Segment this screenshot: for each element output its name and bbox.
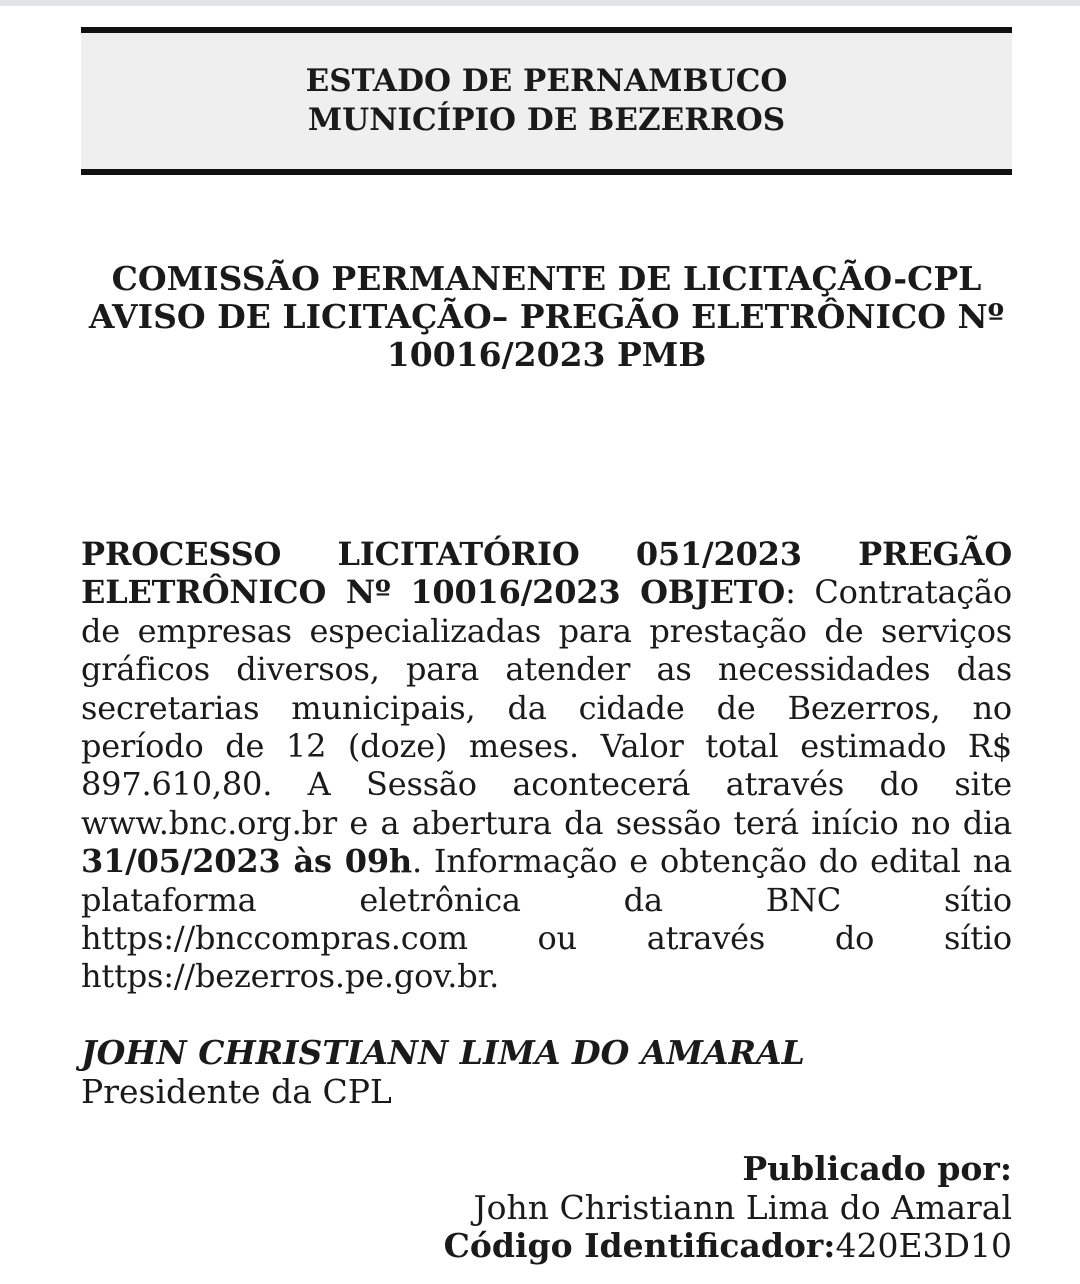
title-line-2: AVISO DE LICITAÇÃO– PREGÃO ELETRÔNICO Nº <box>88 297 1005 336</box>
signer-role: Presidente da CPL <box>81 1072 392 1111</box>
publication-info <box>81 1150 1012 1266</box>
title-line-3: 10016/2023 PMB <box>386 335 707 374</box>
published-by-label: Publicado por: <box>742 1149 1012 1188</box>
identifier-code <box>81 1227 1012 1266</box>
document-header <box>81 27 1012 175</box>
signer-name: JOHN CHRISTIANN LIMA DO AMARAL <box>81 1033 805 1072</box>
notice-body <box>81 535 1012 996</box>
state-name: ESTADO DE PERNAMBUCO <box>305 63 788 99</box>
title-line-1: COMISSÃO PERMANENTE DE LICITAÇÃO-CPL <box>111 259 982 298</box>
identifier-code-value: 420E3D10 <box>835 1226 1012 1265</box>
municipality-name: MUNICÍPIO DE BEZERROS <box>307 102 786 138</box>
process-reference: PROCESSO LICITATÓRIO 051/2023 PREGÃO ELETRÔNICO Nº 10016/2023 OBJETO <box>81 535 1012 612</box>
notice-info-text: . Informação e obtenção do edital na plataforma eletrônica da BNC sítio https://bnccompras.com ou através do sítio https://bezerros.pe.gov.br. <box>81 842 1012 996</box>
notice-object-text: : Contratação de empresas especializadas para prestação de serviços gráficos diversos, para atender as necessidades das secretarias municipais, da cidade de Bezerros, no período de 12 (doze) meses. Valor total estimado R$ 897.610,80. A Sessão acontecerá através do site www.bnc.org.br e a abertura da sessão terá início no dia <box>81 573 1012 842</box>
identifier-code-label: Código Identificador: <box>443 1226 836 1265</box>
session-date: 31/05/2023 às 09h <box>81 842 412 881</box>
publisher-name: John Christiann Lima do Amaral <box>473 1187 1012 1227</box>
top-divider <box>0 0 1080 6</box>
notice-title <box>81 260 1012 374</box>
